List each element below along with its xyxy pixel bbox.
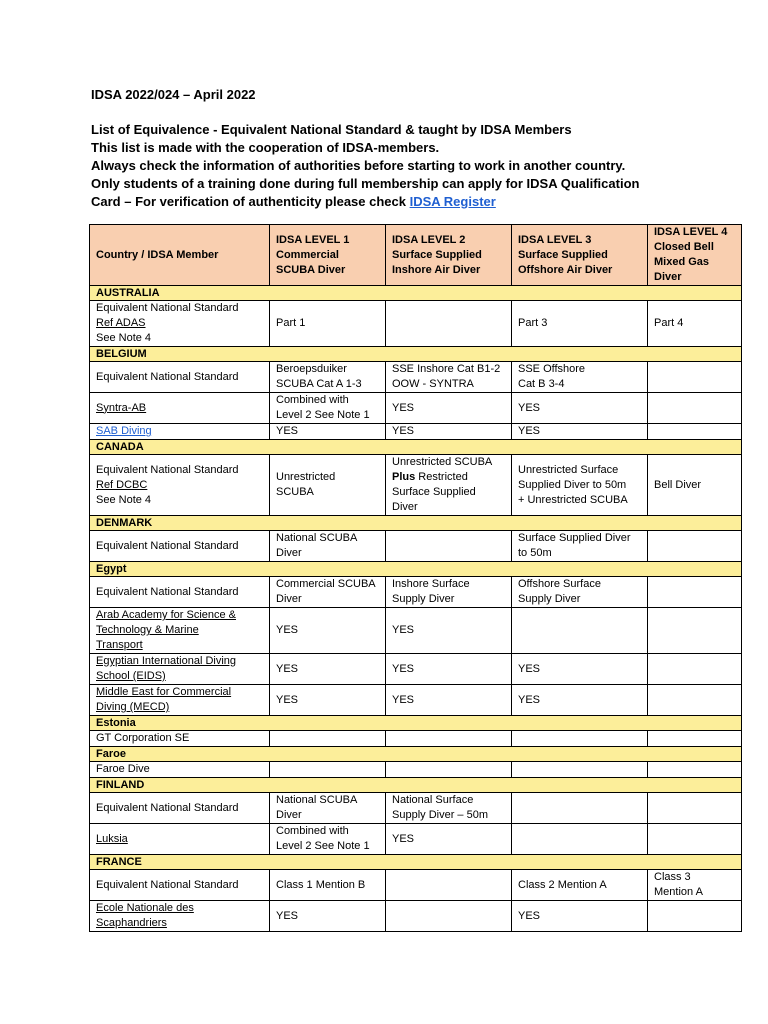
level-3-cell: Offshore Surface Supply Diver (512, 577, 648, 608)
level-2-cell: YES (386, 654, 512, 685)
level-2-cell: YES (386, 685, 512, 716)
member-cell: Faroe Dive (90, 762, 270, 778)
header-line-2: This list is made with the cooperation of IDSA-members. (91, 140, 440, 155)
level-2-cell: Inshore Surface Supply Diver (386, 577, 512, 608)
member-link[interactable]: Luksia (96, 832, 128, 845)
level-3-cell (512, 793, 648, 824)
level-1-cell: Combined with Level 2 See Note 1 (270, 824, 386, 855)
level-3-cell: Unrestricted Surface Supplied Diver to 50m + Unrestricted SCUBA (512, 455, 648, 516)
member-cell: Equivalent National Standard (90, 793, 270, 824)
member-link[interactable]: Middle East for Commercial Diving (MECD) (96, 686, 232, 713)
member-link[interactable]: Arab Academy for Science & Technology & Marine Transport (96, 609, 237, 651)
member-cell: Equivalent National Standard (90, 577, 270, 608)
level-4-cell (648, 685, 742, 716)
level-1-cell: Beroepsduiker SCUBA Cat A 1-3 (270, 362, 386, 393)
member-cell: Equivalent National Standard Ref ADAS See Note 4 (90, 301, 270, 347)
level-1-cell (270, 762, 386, 778)
column-header-level-1: IDSA LEVEL 1 Commercial SCUBA Diver (270, 225, 386, 286)
level-1-cell: YES (270, 424, 386, 440)
level-3-cell (512, 762, 648, 778)
level-1-cell: Commercial SCUBA Diver (270, 577, 386, 608)
header-line-5 (91, 193, 731, 211)
table-row (90, 608, 742, 654)
column-header-level-3: IDSA LEVEL 3 Surface Supplied Offshore Air Diver (512, 225, 648, 286)
level-1-cell: YES (270, 901, 386, 932)
level-4-cell (648, 901, 742, 932)
table-row (90, 762, 742, 778)
level-2-cell: YES (386, 424, 512, 440)
country-row-denmark: DENMARK (90, 516, 742, 531)
level-4-cell: Class 3 Mention A (648, 870, 742, 901)
level-2-cell (386, 301, 512, 347)
country-row-france: FRANCE (90, 855, 742, 870)
header-line-4: Only students of a training done during full membership can apply for IDSA Qualification (91, 176, 640, 191)
level-2-cell: Unrestricted SCUBA Plus Restricted Surface Supplied Diver (386, 455, 512, 516)
member-cell (90, 685, 270, 716)
level-1-cell: YES (270, 685, 386, 716)
member-cell (90, 608, 270, 654)
level-3-cell (512, 608, 648, 654)
level-3-cell: YES (512, 901, 648, 932)
level-4-cell (648, 393, 742, 424)
level-3-cell (512, 731, 648, 747)
document-header (91, 86, 731, 211)
member-link[interactable]: Ecole Nationale des Scaphandriers (96, 902, 194, 929)
level-2-cell: National Surface Supply Diver – 50m (386, 793, 512, 824)
level-2-cell (386, 762, 512, 778)
level-1-cell: YES (270, 654, 386, 685)
table-row (90, 393, 742, 424)
level-2-cell: YES (386, 393, 512, 424)
level-4-cell (648, 762, 742, 778)
header-line-3: Always check the information of authorities before starting to work in another country. (91, 158, 626, 173)
level-4-cell (648, 608, 742, 654)
member-cell: Equivalent National Standard (90, 531, 270, 562)
level-1-cell: YES (270, 608, 386, 654)
level-4-cell (648, 654, 742, 685)
table-row (90, 685, 742, 716)
level-3-cell: Class 2 Mention A (512, 870, 648, 901)
table-row (90, 870, 742, 901)
member-cell (90, 654, 270, 685)
level-3-cell: YES (512, 424, 648, 440)
level-4-cell (648, 824, 742, 855)
level-4-cell: Bell Diver (648, 455, 742, 516)
level-3-cell: YES (512, 654, 648, 685)
table-row (90, 731, 742, 747)
member-link[interactable]: Egyptian International Diving School (EIDS) (96, 655, 237, 682)
level-1-cell: Combined with Level 2 See Note 1 (270, 393, 386, 424)
level-3-cell (512, 824, 648, 855)
level-1-cell: National SCUBA Diver (270, 793, 386, 824)
level-2-cell: YES (386, 608, 512, 654)
country-row-canada: CANADA (90, 440, 742, 455)
country-row-australia: AUSTRALIA (90, 286, 742, 301)
table-header-row (90, 225, 742, 286)
level-2-cell: SSE Inshore Cat B1-2 OOW - SYNTRA (386, 362, 512, 393)
level-1-cell: Part 1 (270, 301, 386, 347)
level-4-cell (648, 731, 742, 747)
table-row (90, 824, 742, 855)
level-2-cell (386, 731, 512, 747)
level-4-cell (648, 577, 742, 608)
table-row (90, 301, 742, 347)
level-3-cell: YES (512, 685, 648, 716)
level-4-cell (648, 362, 742, 393)
member-cell (90, 824, 270, 855)
member-cell (90, 424, 270, 440)
level-3-cell: Surface Supplied Diver to 50m (512, 531, 648, 562)
level-2-cell: YES (386, 824, 512, 855)
column-header-country: Country / IDSA Member (90, 225, 270, 286)
table-row (90, 455, 742, 516)
equivalence-table (89, 224, 742, 932)
header-line-1: List of Equivalence - Equivalent National Standard & taught by IDSA Members (91, 122, 572, 137)
member-cell (90, 901, 270, 932)
column-header-level-2: IDSA LEVEL 2 Surface Supplied Inshore Air Diver (386, 225, 512, 286)
member-cell: Equivalent National Standard Ref DCBC See Note 4 (90, 455, 270, 516)
country-row-finland: FINLAND (90, 778, 742, 793)
country-row-belgium: BELGIUM (90, 347, 742, 362)
document-id: IDSA 2022/024 – April 2022 (91, 87, 256, 102)
level-4-cell (648, 531, 742, 562)
table-row (90, 531, 742, 562)
member-cell: Equivalent National Standard (90, 362, 270, 393)
level-3-cell: SSE Offshore Cat B 3-4 (512, 362, 648, 393)
idsa-register-link[interactable]: IDSA Register (409, 194, 496, 209)
country-row-estonia: Estonia (90, 716, 742, 731)
level-3-cell: YES (512, 393, 648, 424)
level-4-cell (648, 793, 742, 824)
level-1-cell (270, 731, 386, 747)
column-header-level-4: IDSA LEVEL 4 Closed Bell Mixed Gas Diver (648, 225, 742, 286)
level-2-cell (386, 870, 512, 901)
table-row (90, 901, 742, 932)
level-3-cell: Part 3 (512, 301, 648, 347)
level-1-cell: Unrestricted SCUBA (270, 455, 386, 516)
level-1-cell: Class 1 Mention B (270, 870, 386, 901)
table-row (90, 362, 742, 393)
level-4-cell: Part 4 (648, 301, 742, 347)
table-row (90, 424, 742, 440)
member-cell: Equivalent National Standard (90, 870, 270, 901)
member-cell (90, 393, 270, 424)
member-link[interactable]: Syntra-AB (96, 401, 147, 414)
country-row-egypt: Egypt (90, 562, 742, 577)
country-row-faroe: Faroe (90, 747, 742, 762)
level-4-cell (648, 424, 742, 440)
level-2-cell (386, 531, 512, 562)
header-line-5-prefix: Card – For verification of authenticity please check (91, 194, 410, 209)
member-link[interactable]: SAB Diving (96, 425, 152, 437)
level-2-cell (386, 901, 512, 932)
table-row (90, 654, 742, 685)
table-row (90, 577, 742, 608)
table-row (90, 793, 742, 824)
level-1-cell: National SCUBA Diver (270, 531, 386, 562)
member-cell: GT Corporation SE (90, 731, 270, 747)
